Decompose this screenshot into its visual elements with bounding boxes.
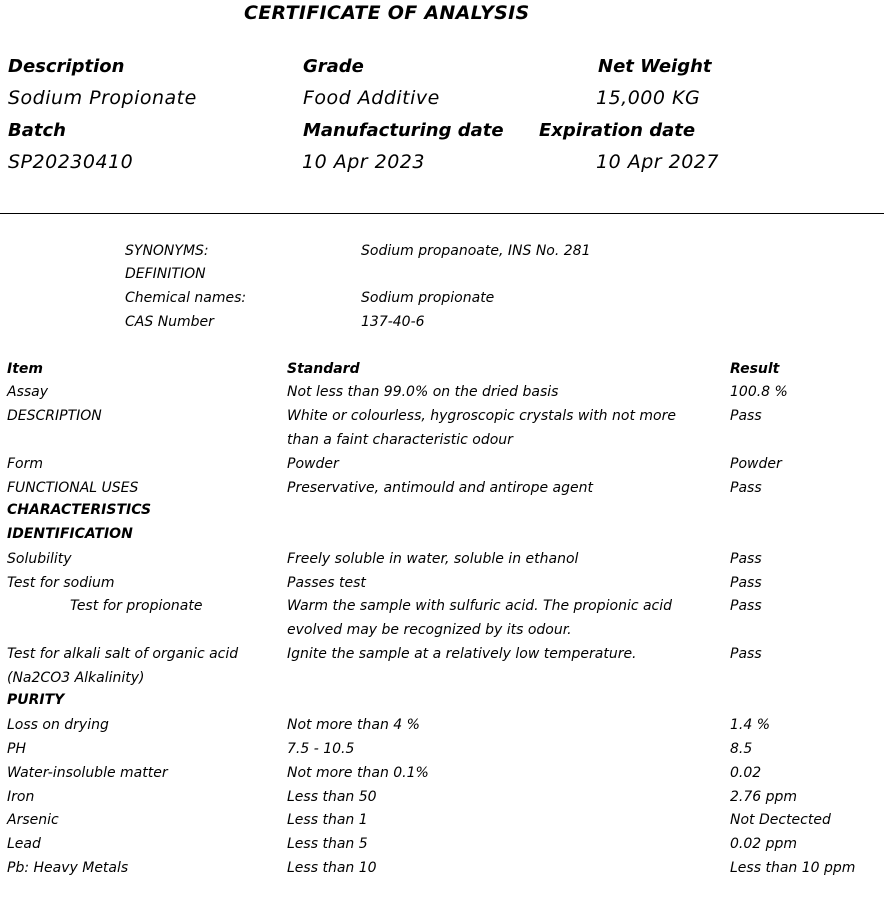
- row-result: Pass: [730, 408, 762, 424]
- net-weight-label: Net Weight: [598, 56, 712, 77]
- row-item: Iron: [7, 789, 35, 805]
- row-item: Arsenic: [7, 812, 59, 828]
- row-item: Water-insoluble matter: [7, 765, 168, 781]
- batch-label: Batch: [8, 120, 66, 141]
- row-result: Pass: [730, 480, 762, 496]
- row-standard: Freely soluble in water, soluble in ethanol: [287, 551, 579, 567]
- row-standard: Not less than 99.0% on the dried basis: [287, 384, 559, 400]
- row-item: Lead: [7, 836, 41, 852]
- row-result: 8.5: [730, 741, 753, 757]
- column-header-standard: Standard: [287, 361, 360, 377]
- row-standard: 7.5 - 10.5: [287, 741, 355, 757]
- row-result: Pass: [730, 598, 762, 614]
- section-heading: PURITY: [7, 692, 65, 708]
- row-result: Not Dectected: [730, 812, 831, 828]
- column-header-item: Item: [7, 361, 43, 377]
- synonyms-value: Sodium propanoate, INS No. 281: [361, 243, 591, 259]
- row-standard: White or colourless, hygroscopic crystals with not more: [287, 408, 676, 424]
- batch-value: SP20230410: [8, 151, 134, 173]
- row-standard: Powder: [287, 456, 339, 472]
- row-standard: evolved may be recognized by its odour.: [287, 622, 572, 638]
- row-standard: Not more than 4 %: [287, 717, 420, 733]
- synonyms-label: SYNONYMS:: [125, 243, 209, 259]
- row-item: Loss on drying: [7, 717, 109, 733]
- row-standard: than a faint characteristic odour: [287, 432, 513, 448]
- row-standard: Warm the sample with sulfuric acid. The propionic acid: [287, 598, 673, 614]
- row-item: Assay: [7, 384, 49, 400]
- row-result: 1.4 %: [730, 717, 771, 733]
- row-item: Solubility: [7, 551, 72, 567]
- row-result: Less than 10 ppm: [730, 860, 856, 876]
- row-standard: Less than 50: [287, 789, 377, 805]
- expiration-date-value: 10 Apr 2027: [596, 151, 719, 173]
- row-item: (Na2CO3 Alkalinity): [7, 670, 145, 686]
- row-result: Pass: [730, 575, 762, 591]
- description-value: Sodium Propionate: [8, 87, 197, 109]
- column-header-result: Result: [730, 361, 780, 377]
- chemical-names-value: Sodium propionate: [361, 290, 495, 306]
- row-standard: Not more than 0.1%: [287, 765, 429, 781]
- row-result: 0.02: [730, 765, 762, 781]
- row-item: Test for propionate: [70, 598, 203, 614]
- row-standard: Passes test: [287, 575, 366, 591]
- grade-label: Grade: [303, 56, 364, 77]
- row-result: Pass: [730, 551, 762, 567]
- row-item: Pb: Heavy Metals: [7, 860, 129, 876]
- header-divider: [0, 213, 884, 214]
- row-item: PH: [7, 741, 26, 757]
- chemical-names-label: Chemical names:: [125, 290, 247, 306]
- row-item: DESCRIPTION: [7, 408, 102, 424]
- row-item: Test for alkali salt of organic acid: [7, 646, 239, 662]
- row-result: Powder: [730, 456, 782, 472]
- row-standard: Less than 5: [287, 836, 368, 852]
- description-label: Description: [8, 56, 125, 77]
- cas-number-value: 137-40-6: [361, 314, 425, 330]
- manufacturing-date-label: Manufacturing date: [303, 120, 504, 141]
- row-item: Test for sodium: [7, 575, 115, 591]
- row-result: Pass: [730, 646, 762, 662]
- row-standard: Ignite the sample at a relatively low temperature.: [287, 646, 637, 662]
- row-standard: Less than 10: [287, 860, 377, 876]
- definition-label: DEFINITION: [125, 266, 206, 282]
- row-standard: Preservative, antimould and antirope agent: [287, 480, 593, 496]
- row-item: Form: [7, 456, 44, 472]
- row-result: 2.76 ppm: [730, 789, 798, 805]
- document-title: CERTIFICATE OF ANALYSIS: [244, 2, 530, 24]
- cas-number-label: CAS Number: [125, 314, 214, 330]
- section-heading: IDENTIFICATION: [7, 526, 133, 542]
- row-item: FUNCTIONAL USES: [7, 480, 139, 496]
- row-standard: Less than 1: [287, 812, 368, 828]
- expiration-date-label: Expiration date: [539, 120, 696, 141]
- net-weight-value: 15,000 KG: [596, 87, 701, 109]
- section-heading: CHARACTERISTICS: [7, 502, 152, 518]
- row-result: 0.02 ppm: [730, 836, 798, 852]
- manufacturing-date-value: 10 Apr 2023: [302, 151, 425, 173]
- grade-value: Food Additive: [303, 87, 440, 109]
- row-result: 100.8 %: [730, 384, 788, 400]
